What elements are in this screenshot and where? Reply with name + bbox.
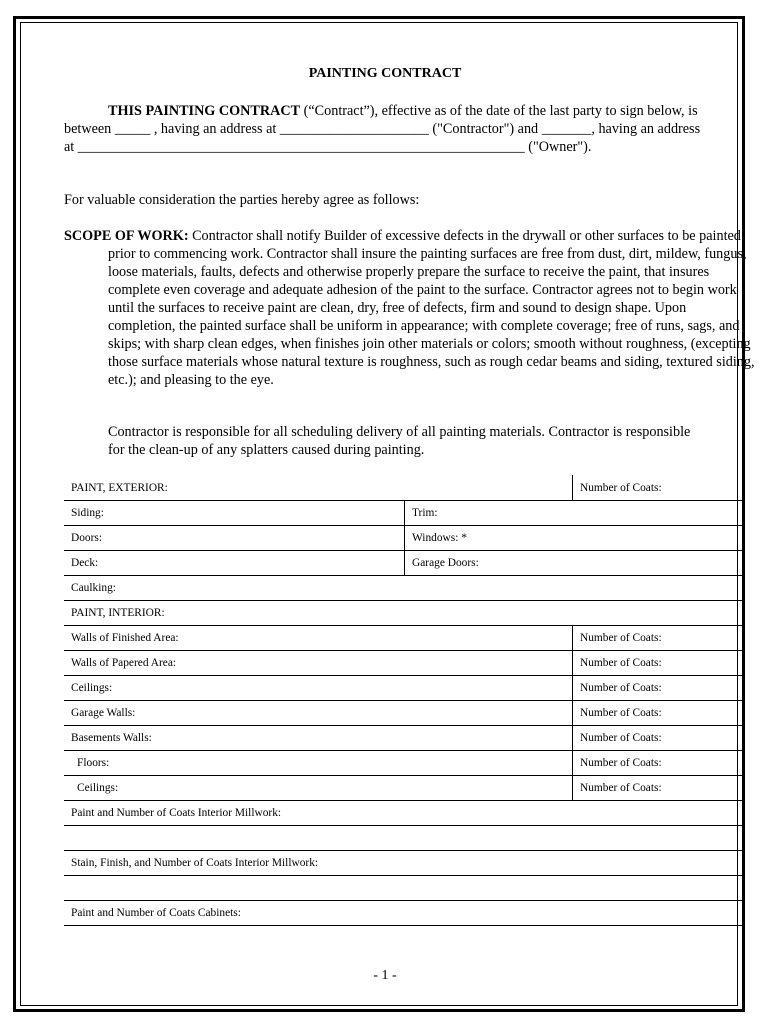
field-walls-papered[interactable]: Walls of Papered Area: xyxy=(71,657,177,669)
row-garage-walls xyxy=(64,701,742,726)
field-windows[interactable]: Windows: * xyxy=(404,526,742,550)
field-ceilings-2[interactable]: Ceilings: xyxy=(77,782,119,794)
intro-lead: THIS PAINTING CONTRACT xyxy=(108,103,301,119)
row-basement-walls xyxy=(64,726,742,751)
row-paint-exterior xyxy=(64,476,742,501)
label-millwork-stain: Stain, Finish, and Number of Coats Interior Millwork: xyxy=(71,857,319,869)
field-deck[interactable]: Deck: xyxy=(71,557,99,569)
row-cabinets-paint xyxy=(64,901,742,926)
label-paint-exterior: PAINT, EXTERIOR: xyxy=(71,482,168,494)
field-caulking[interactable]: Caulking: xyxy=(71,582,116,594)
coats-exterior[interactable]: Number of Coats: xyxy=(572,475,742,500)
field-trim[interactable]: Trim: xyxy=(404,501,742,525)
row-ceilings xyxy=(64,676,742,701)
column-divider xyxy=(572,476,573,500)
page-number: - 1 - xyxy=(373,968,397,983)
label-cabinets-paint: Paint and Number of Coats Cabinets: xyxy=(71,907,241,919)
document-title: PAINTING CONTRACT xyxy=(308,66,462,81)
coats-ceilings[interactable]: Number of Coats: xyxy=(572,676,742,700)
coats-walls-finished[interactable]: Number of Coats: xyxy=(572,626,742,650)
intro-paragraph xyxy=(64,102,704,156)
coats-walls-papered[interactable]: Number of Coats: xyxy=(572,651,742,675)
scheduling-paragraph: Contractor is responsible for all scheduling delivery of all painting materials. Contractor is responsible for the clean-up of any splatters caused during painting. xyxy=(108,424,691,458)
intro-text: (“Contract”), effective as of the date of the last party to sign below, is between _____ , having an address at _____________________ ("Contractor") and _______, having an address at _______________________________________________________________ ("Owner"). xyxy=(64,103,701,155)
row-doors-windows xyxy=(64,526,742,551)
coats-garage-walls[interactable]: Number of Coats: xyxy=(572,701,742,725)
coats-basement-walls[interactable]: Number of Coats: xyxy=(572,726,742,750)
row-paint-interior xyxy=(64,601,742,626)
row-millwork-paint xyxy=(64,801,742,826)
row-millwork-stain-entry[interactable] xyxy=(64,876,742,901)
field-floors[interactable]: Floors: xyxy=(77,757,110,769)
field-garage-walls[interactable]: Garage Walls: xyxy=(71,707,136,719)
scope-heading: SCOPE OF WORK: xyxy=(64,228,189,244)
row-walls-finished xyxy=(64,626,742,651)
row-floors xyxy=(64,751,742,776)
row-millwork-stain xyxy=(64,851,742,876)
coats-floors[interactable]: Number of Coats: xyxy=(572,751,742,775)
row-caulking xyxy=(64,576,742,601)
field-ceilings[interactable]: Ceilings: xyxy=(71,682,113,694)
row-siding-trim xyxy=(64,501,742,526)
row-ceilings-2 xyxy=(64,776,742,801)
scope-text: Contractor shall notify Builder of excessive defects in the drywall or other surfaces to be painted prior to commencing work. Contractor shall insure the painting surfaces are free from dust, dirt, mildew, fungus, loose materials, faults, defects and otherwise properly prepare the surface to receive the paint, that insures complete even coverage and adequate adhesion of the paint to the surface. Contractor agrees not to begin work until the surfaces to receive paint are clean, dry, free of defects, firm and sound to design shape. Upon completion, the painted surface shall be uniform in appearance; with complete coverage; free of runs, sags, and skips; with sharp clean edges, when finishes join other materials or colors; smooth without roughness, (excepting those surface materials whose natural texture is roughness, such as rough cedar beams and siding, textured siding, etc.); and pleasing to the eye. xyxy=(108,228,755,388)
field-siding[interactable]: Siding: xyxy=(71,507,104,519)
field-basement-walls[interactable]: Basements Walls: xyxy=(71,732,152,744)
row-millwork-paint-entry[interactable] xyxy=(64,826,742,851)
row-deck-garage xyxy=(64,551,742,576)
coats-ceilings-2[interactable]: Number of Coats: xyxy=(572,776,742,800)
scope-paragraph xyxy=(64,227,756,389)
row-walls-papered xyxy=(64,651,742,676)
field-walls-finished[interactable]: Walls of Finished Area: xyxy=(71,632,179,644)
label-millwork-paint: Paint and Number of Coats Interior Millwork: xyxy=(71,807,282,819)
consideration-paragraph: For valuable consideration the parties hereby agree as follows: xyxy=(64,192,420,208)
label-paint-interior: PAINT, INTERIOR: xyxy=(71,607,165,619)
field-garage-doors[interactable]: Garage Doors: xyxy=(404,551,742,575)
field-doors[interactable]: Doors: xyxy=(71,532,103,544)
